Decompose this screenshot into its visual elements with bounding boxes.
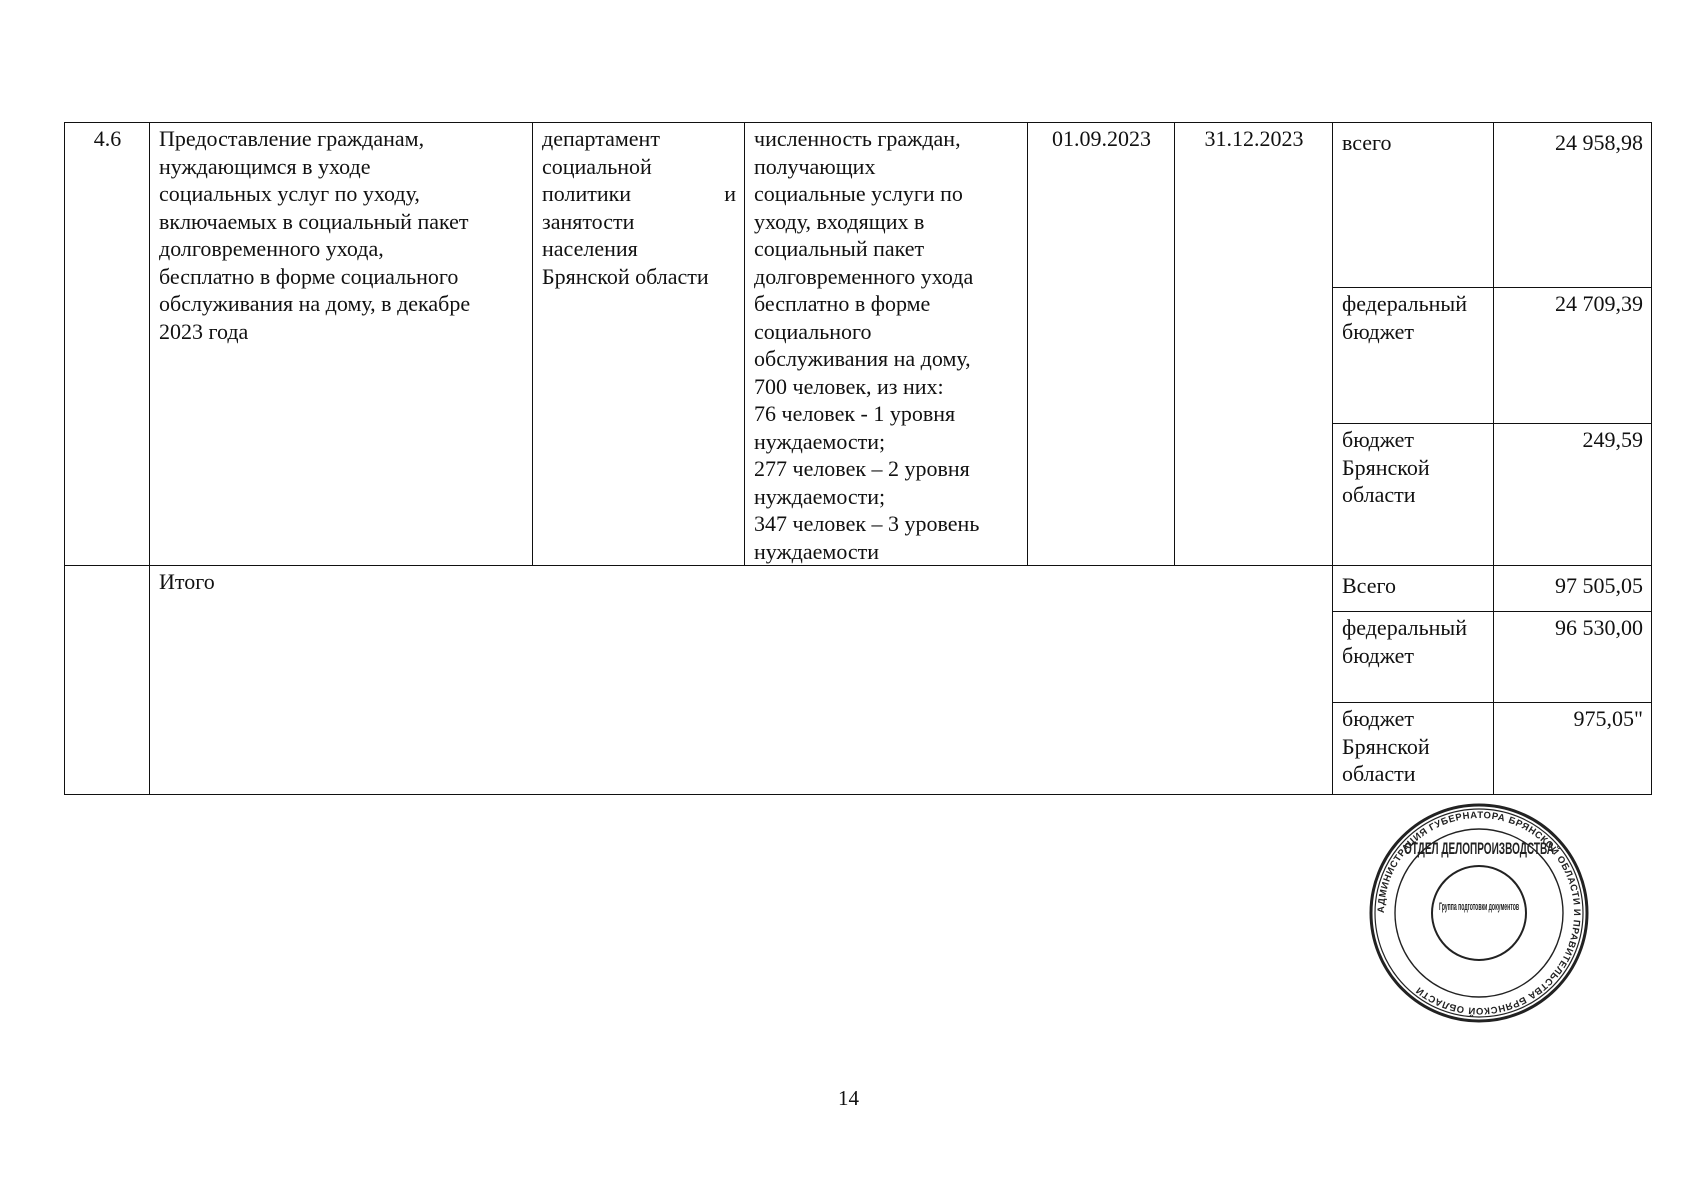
department-word: политики [542, 181, 632, 206]
funding-source: всего [1333, 123, 1494, 288]
funding-source: бюджет Брянской области [1333, 424, 1494, 566]
stamp-outer-text: АДМИНИСТРАЦИЯ ГУБЕРНАТОРА БРЯНСКОЙ ОБЛАСТИ И ПРАВИТЕЛЬСТВА БРЯНСКОЙ ОБЛАСТИ [1375, 809, 1583, 1017]
plan-table [64, 122, 1652, 795]
office-stamp [1368, 802, 1590, 1024]
responsible-department [533, 123, 745, 566]
stamp-ring-text: ОТДЕЛ ДЕЛОПРОИЗВОДСТВА [1404, 839, 1554, 858]
funding-amount: 24 709,39 [1494, 288, 1652, 424]
department-line [542, 180, 736, 208]
target-indicator: численность граждан, получающих социальные услуги по уходу, входящих в социальный пакет долговременного ухода бесплатно в форме социального обслуживания на дому, 700 человек, из них: 76 человек - 1 уровня нуждаемости; 277 человек – 2 уровня нуждаемости; 347 человек – 3 уровень нуждаемости [745, 123, 1028, 566]
funding-amount: 249,59 [1494, 424, 1652, 566]
department-line: департамент [542, 126, 660, 151]
stamp-center-text: Группа подготовки документов [1439, 901, 1520, 913]
department-line: занятости [542, 208, 635, 234]
start-date: 01.09.2023 [1028, 123, 1175, 566]
total-row [65, 566, 1652, 612]
funding-amount: 975,05" [1494, 703, 1652, 795]
funding-amount: 24 958,98 [1494, 123, 1652, 288]
funding-source: федеральный бюджет [1333, 612, 1494, 703]
department-line: социальной [542, 153, 652, 179]
table-row [65, 123, 1652, 288]
funding-source: федеральный бюджет [1333, 288, 1494, 424]
measure-name: Предоставление гражданам, нуждающимся в уходе социальных услуг по уходу, включаемых в социальный пакет долговременного ухода, бесплатно в форме социального обслуживания на дому, в декабре 2023 года [150, 123, 533, 566]
funding-amount: 96 530,00 [1494, 612, 1652, 703]
department-line: населения [542, 236, 638, 261]
department-line: Брянской области [542, 263, 709, 289]
funding-source: Всего [1333, 566, 1494, 612]
end-date: 31.12.2023 [1175, 123, 1333, 566]
funding-amount: 97 505,05 [1494, 566, 1652, 612]
funding-source: бюджет Брянской области [1333, 703, 1494, 795]
row-number: 4.6 [65, 123, 150, 566]
page-number: 14 [838, 1086, 859, 1110]
total-number-cell [65, 566, 150, 795]
total-label: Итого [150, 566, 1333, 795]
department-word: и [724, 181, 736, 206]
